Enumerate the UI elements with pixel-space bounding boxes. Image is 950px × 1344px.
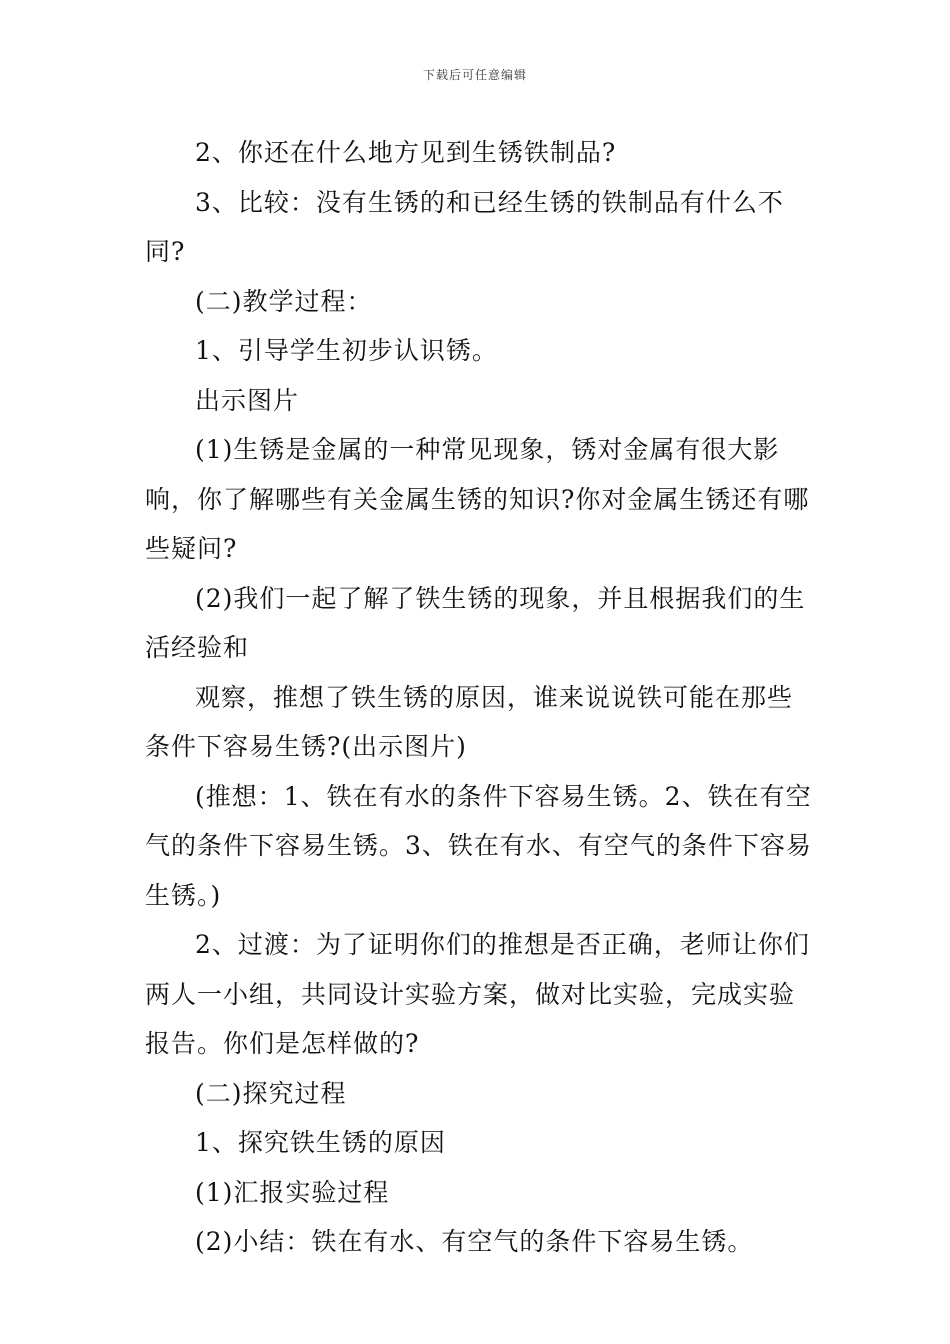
document-body (145, 128, 815, 1267)
paragraph: (2)小结：铁在有水、有空气的条件下容易生锈。 (195, 1227, 754, 1256)
paragraph: 出示图片 (195, 385, 300, 415)
paragraph: (推想：1、铁在有水的条件下容易生锈。2、铁在有空气的条件下容易生锈。3、铁在有水、有空气的条件下容易生锈。) (145, 781, 812, 910)
paragraph: 2、你还在什么地方见到生锈铁制品? (195, 138, 617, 167)
page-header-note: 下载后可任意编辑 (422, 68, 527, 82)
paragraph: 1、引导学生初步认识锈。 (195, 336, 498, 365)
paragraph: (1)汇报实验过程 (195, 1177, 390, 1207)
paragraph: 1、探究铁生锈的原因 (195, 1128, 446, 1157)
paragraph: (1)生锈是金属的一种常见现象，锈对金属有很大影响，你了解哪些有关金属生锈的知识?你对金属生锈还有哪些疑问? (145, 435, 810, 563)
paragraph: (二)教学过程： (195, 286, 373, 316)
paragraph: (2)我们一起了解了铁生锈的现象，并且根据我们的生活经验和 (145, 583, 806, 662)
paragraph: (二)探究过程 (195, 1078, 347, 1108)
paragraph: 2、过渡：为了证明你们的推想是否正确，老师让你们两人一小组，共同设计实验方案，做对比实验，完成实验报告。你们是怎样做的? (145, 930, 810, 1058)
paragraph: 观察，推想了铁生锈的原因，谁来说说铁可能在那些条件下容易生锈?(出示图片) (145, 682, 794, 761)
paragraph: 3、比较：没有生锈的和已经生锈的铁制品有什么不同? (145, 187, 784, 266)
